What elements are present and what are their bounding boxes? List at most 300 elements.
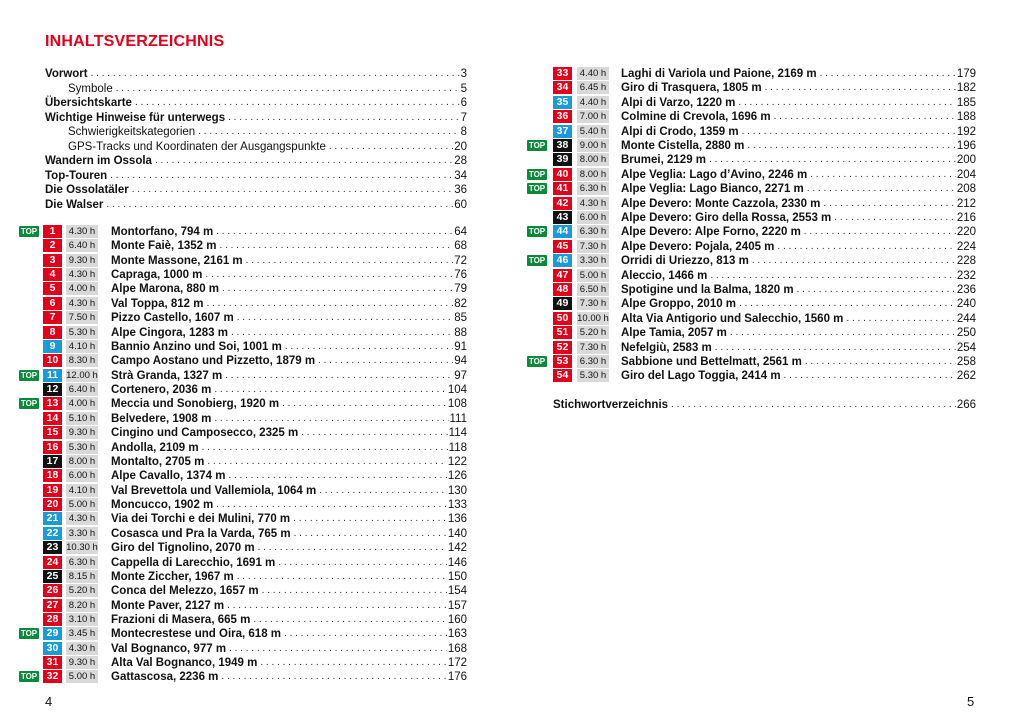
tour-number-badge: 32 bbox=[43, 670, 62, 683]
tour-name: Alpe Groppo, 2010 m bbox=[621, 298, 737, 311]
tour-name: Alta Via Antigorio und Salecchio, 1560 m bbox=[621, 312, 844, 325]
tour-page: 188 bbox=[956, 111, 976, 124]
tour-number-badge: 2 bbox=[43, 239, 62, 252]
tour-entry[interactable] bbox=[621, 283, 976, 297]
leader-dots bbox=[738, 96, 955, 110]
tour-entry[interactable] bbox=[621, 326, 976, 340]
toc-entry[interactable] bbox=[45, 67, 467, 81]
toc-entry[interactable] bbox=[45, 96, 467, 110]
tour-number-badge: 42 bbox=[553, 197, 572, 210]
tour-name: Montorfano, 794 m bbox=[111, 226, 214, 238]
leader-dots bbox=[262, 584, 447, 598]
duration-badge: 6.30 h bbox=[577, 225, 609, 238]
tour-number-badge: 13 bbox=[43, 397, 62, 410]
duration-badge: 4.30 h bbox=[66, 297, 98, 310]
tour-number-badge: 47 bbox=[553, 269, 572, 282]
duration-badge: 4.30 h bbox=[66, 268, 98, 281]
index-entry[interactable] bbox=[553, 398, 976, 412]
tour-entry[interactable] bbox=[111, 369, 467, 383]
tour-page: 79 bbox=[454, 283, 467, 296]
top-badge: TOP bbox=[528, 227, 546, 237]
tour-page: 182 bbox=[956, 82, 976, 95]
tour-name: Moncucco, 1902 m bbox=[111, 499, 214, 512]
duration-badge: 5.20 h bbox=[577, 326, 609, 339]
tour-page: 126 bbox=[447, 470, 467, 483]
tour-entry[interactable] bbox=[111, 311, 467, 325]
toc-label: Wichtige Hinweise für unterwegs bbox=[45, 111, 226, 124]
tour-entry[interactable] bbox=[621, 341, 976, 355]
top-badge: TOP bbox=[20, 629, 38, 639]
tour-name: Alpe Devero: Monte Cazzola, 2330 m bbox=[621, 197, 821, 210]
duration-badge: 5.20 h bbox=[66, 584, 98, 597]
toc-entry[interactable] bbox=[45, 169, 467, 183]
tour-entry[interactable] bbox=[621, 297, 976, 311]
duration-badge: 8.00 h bbox=[577, 153, 609, 166]
tour-number-badge: 53 bbox=[553, 355, 572, 368]
tour-page: 154 bbox=[447, 585, 467, 598]
duration-badge: 9.00 h bbox=[577, 139, 609, 152]
tour-entry[interactable] bbox=[111, 613, 467, 627]
tour-page: 254 bbox=[956, 341, 976, 354]
tour-number-badge: 1 bbox=[43, 225, 62, 238]
tour-entry[interactable] bbox=[621, 67, 976, 81]
leader-dots bbox=[285, 340, 453, 354]
toc-entry[interactable] bbox=[68, 140, 467, 154]
tour-name: Strà Granda, 1327 m bbox=[111, 369, 223, 382]
duration-badge: 8.00 h bbox=[66, 455, 98, 468]
tour-page: 82 bbox=[454, 297, 467, 310]
tour-page: 108 bbox=[447, 398, 467, 411]
page-number-right: 5 bbox=[967, 694, 975, 709]
tour-name: Alpe Veglia: Lago Bianco, 2271 m bbox=[621, 183, 804, 196]
leader-dots bbox=[797, 283, 956, 297]
tour-entry[interactable] bbox=[111, 282, 467, 296]
tour-page: 176 bbox=[447, 671, 467, 684]
tour-name: Giro del Tignolino, 2070 m bbox=[111, 542, 255, 555]
leader-dots bbox=[198, 125, 459, 139]
tour-number-badge: 54 bbox=[553, 369, 572, 382]
toc-label: Symbole bbox=[68, 82, 113, 95]
tour-entry[interactable] bbox=[111, 469, 467, 483]
duration-badge: 5.00 h bbox=[577, 269, 609, 282]
tour-page: 130 bbox=[447, 484, 467, 497]
tour-page: 192 bbox=[956, 125, 976, 138]
leader-dots bbox=[214, 383, 446, 397]
tour-entry[interactable] bbox=[111, 656, 467, 670]
leader-dots bbox=[219, 239, 453, 253]
tour-entry[interactable] bbox=[621, 168, 976, 182]
leader-dots bbox=[228, 469, 446, 483]
leader-dots bbox=[205, 268, 453, 282]
tour-page: 157 bbox=[447, 599, 467, 612]
tour-entry[interactable] bbox=[111, 599, 467, 613]
leader-dots bbox=[804, 225, 956, 239]
tour-entry[interactable] bbox=[111, 670, 467, 684]
tour-number-badge: 7 bbox=[43, 311, 62, 324]
tour-entry[interactable] bbox=[111, 584, 467, 598]
duration-badge: 7.50 h bbox=[66, 311, 98, 324]
leader-dots bbox=[237, 311, 453, 325]
top-badge: TOP bbox=[20, 399, 38, 409]
top-badge: TOP bbox=[528, 169, 546, 179]
tour-number-badge: 26 bbox=[43, 584, 62, 597]
tour-name: Bannio Anzino und Soi, 1001 m bbox=[111, 340, 282, 353]
tour-entry[interactable] bbox=[111, 239, 467, 253]
duration-badge: 9.30 h bbox=[66, 254, 98, 267]
tour-entry[interactable] bbox=[111, 498, 467, 512]
tour-page: 185 bbox=[956, 96, 976, 109]
leader-dots bbox=[319, 484, 447, 498]
tour-number-badge: 27 bbox=[43, 599, 62, 612]
tour-number-badge: 51 bbox=[553, 326, 572, 339]
duration-badge: 6.40 h bbox=[66, 383, 98, 396]
tour-entry[interactable] bbox=[111, 225, 467, 239]
leader-dots bbox=[823, 197, 955, 211]
leader-dots bbox=[739, 297, 956, 311]
tour-page: 64 bbox=[454, 226, 467, 238]
tour-page: 262 bbox=[956, 370, 976, 383]
tour-number-badge: 38 bbox=[553, 139, 572, 152]
top-badge: TOP bbox=[20, 227, 38, 236]
duration-badge: 4.10 h bbox=[66, 340, 98, 353]
tour-number-badge: 12 bbox=[43, 383, 62, 396]
tour-number-badge: 43 bbox=[553, 211, 572, 224]
tour-page: 168 bbox=[447, 642, 467, 655]
tour-name: Montecrestese und Oira, 618 m bbox=[111, 628, 282, 641]
leader-dots bbox=[284, 627, 447, 641]
tour-entry[interactable] bbox=[621, 254, 976, 268]
tour-page: 104 bbox=[447, 384, 467, 397]
leader-dots bbox=[318, 354, 453, 368]
tour-entry[interactable] bbox=[111, 268, 467, 282]
tour-name: Orridi di Uriezzo, 813 m bbox=[621, 255, 749, 268]
tour-page: 136 bbox=[447, 513, 467, 526]
tour-name: Pizzo Castello, 1607 m bbox=[111, 312, 234, 325]
leader-dots bbox=[834, 211, 956, 225]
leader-dots bbox=[225, 369, 453, 383]
tour-entry[interactable] bbox=[111, 397, 467, 411]
tour-number-badge: 6 bbox=[43, 297, 62, 310]
tour-entry[interactable] bbox=[621, 369, 976, 383]
toc-label: Vorwort bbox=[45, 68, 88, 80]
top-badge: TOP bbox=[528, 141, 546, 150]
tour-number-badge: 9 bbox=[43, 340, 62, 353]
tour-entry[interactable] bbox=[111, 441, 467, 455]
leader-dots bbox=[752, 254, 956, 268]
page-title: INHALTSVERZEICHNIS bbox=[45, 33, 225, 50]
top-badge: TOP bbox=[20, 370, 38, 380]
tour-name: Giro di Trasquera, 1805 m bbox=[621, 82, 762, 95]
leader-dots bbox=[774, 110, 956, 124]
duration-badge: 7.00 h bbox=[577, 110, 609, 123]
duration-badge: 5.30 h bbox=[66, 441, 98, 454]
leader-dots bbox=[810, 168, 956, 182]
duration-badge: 3.30 h bbox=[577, 254, 609, 267]
tour-name: Capraga, 1000 m bbox=[111, 269, 203, 282]
duration-badge: 6.50 h bbox=[577, 283, 609, 296]
toc-entry[interactable] bbox=[45, 154, 467, 168]
tour-number-badge: 34 bbox=[553, 81, 572, 94]
tour-page: 196 bbox=[956, 140, 976, 152]
tour-name: Belvedere, 1908 m bbox=[111, 412, 212, 425]
tour-entry[interactable] bbox=[111, 354, 467, 368]
tour-entry[interactable] bbox=[111, 254, 467, 268]
tour-entry[interactable] bbox=[111, 326, 467, 340]
tour-name: Alta Val Bognanco, 1949 m bbox=[111, 657, 258, 670]
duration-badge: 4.40 h bbox=[577, 96, 609, 109]
tour-name: Val Toppa, 812 m bbox=[111, 297, 204, 310]
tour-name: Sabbione und Bettelmatt, 2561 m bbox=[621, 356, 802, 368]
leader-dots bbox=[229, 642, 447, 656]
tour-number-badge: 29 bbox=[43, 627, 62, 640]
leader-dots bbox=[110, 169, 453, 183]
duration-badge: 6.00 h bbox=[577, 211, 609, 224]
tour-page: 179 bbox=[956, 68, 976, 80]
leader-dots bbox=[207, 455, 447, 469]
duration-badge: 4.00 h bbox=[66, 397, 98, 410]
tour-page: 133 bbox=[447, 499, 467, 512]
tour-name: Monte Massone, 2161 m bbox=[111, 254, 243, 267]
tour-name: Cappella di Larecchio, 1691 m bbox=[111, 556, 276, 569]
leader-dots bbox=[155, 154, 453, 168]
tour-page: 76 bbox=[454, 269, 467, 282]
tour-name: Cingino und Camposecco, 2325 m bbox=[111, 427, 299, 440]
duration-badge: 8.30 h bbox=[66, 354, 98, 367]
leader-dots bbox=[132, 183, 453, 197]
tour-entry[interactable] bbox=[621, 197, 976, 211]
leader-dots bbox=[258, 541, 447, 555]
leader-dots bbox=[805, 355, 956, 369]
tour-name: Giro del Lago Toggia, 2414 m bbox=[621, 370, 781, 383]
leader-dots bbox=[301, 426, 447, 440]
tour-entry[interactable] bbox=[621, 240, 976, 254]
tour-entry[interactable] bbox=[111, 340, 467, 354]
toc-entry[interactable] bbox=[45, 198, 467, 212]
tour-name: Brumei, 2129 m bbox=[621, 154, 707, 167]
duration-badge: 6.40 h bbox=[66, 239, 98, 252]
duration-badge: 4.10 h bbox=[66, 484, 98, 497]
toc-page: 8 bbox=[460, 126, 467, 138]
tour-name: Alpe Cingora, 1283 m bbox=[111, 326, 228, 339]
tour-number-badge: 18 bbox=[43, 469, 62, 482]
tour-page: 160 bbox=[447, 613, 467, 626]
tour-entry[interactable] bbox=[111, 512, 467, 526]
tour-entry[interactable] bbox=[111, 484, 467, 498]
tour-page: 212 bbox=[956, 197, 976, 210]
tour-number-badge: 14 bbox=[43, 412, 62, 425]
toc-entry[interactable] bbox=[45, 183, 467, 197]
leader-dots bbox=[730, 326, 956, 340]
toc-label: Die Ossolatäler bbox=[45, 184, 129, 196]
tour-entry[interactable] bbox=[621, 81, 976, 95]
toc-entry[interactable] bbox=[68, 82, 467, 96]
toc-label: Top-Touren bbox=[45, 169, 108, 182]
leader-dots bbox=[214, 412, 448, 426]
top-badge: TOP bbox=[528, 184, 546, 194]
top-badge: TOP bbox=[20, 672, 38, 682]
duration-badge: 8.00 h bbox=[577, 168, 609, 181]
duration-badge: 4.40 h bbox=[577, 67, 609, 80]
toc-page: 60 bbox=[454, 198, 467, 211]
tour-page: 118 bbox=[448, 441, 467, 454]
leader-dots bbox=[709, 153, 956, 167]
duration-badge: 7.30 h bbox=[577, 240, 609, 253]
leader-dots bbox=[253, 613, 446, 627]
leader-dots bbox=[765, 81, 956, 95]
tour-number-badge: 45 bbox=[553, 240, 572, 253]
duration-badge: 3.30 h bbox=[66, 527, 98, 540]
tour-number-badge: 22 bbox=[43, 527, 62, 540]
leader-dots bbox=[846, 312, 955, 326]
duration-badge: 7.30 h bbox=[577, 297, 609, 310]
tour-page: 97 bbox=[454, 369, 467, 382]
tour-number-badge: 17 bbox=[43, 455, 62, 468]
tour-page: 85 bbox=[454, 312, 467, 325]
toc-page: 36 bbox=[454, 184, 467, 196]
tour-entry[interactable] bbox=[621, 355, 976, 369]
tour-page: 220 bbox=[956, 226, 976, 239]
tour-page: 122 bbox=[447, 455, 467, 468]
leader-dots bbox=[216, 498, 447, 512]
right-page bbox=[510, 0, 1020, 727]
tour-name: Alpe Cavallo, 1374 m bbox=[111, 470, 226, 483]
tour-page: 216 bbox=[956, 212, 976, 224]
tour-name: Alpe Devero: Pojala, 2405 m bbox=[621, 240, 775, 253]
tour-number-badge: 30 bbox=[43, 642, 62, 655]
tour-entry[interactable] bbox=[621, 211, 976, 225]
leader-dots bbox=[671, 398, 956, 412]
tour-page: 142 bbox=[447, 542, 467, 555]
tour-entry[interactable] bbox=[111, 527, 467, 541]
tour-page: 114 bbox=[448, 427, 467, 440]
tour-entry[interactable] bbox=[621, 225, 976, 239]
leader-dots bbox=[260, 656, 446, 670]
leader-dots bbox=[202, 441, 448, 455]
tour-name: Cortenero, 2036 m bbox=[111, 384, 212, 397]
tour-entry[interactable] bbox=[621, 96, 976, 110]
leader-dots bbox=[237, 570, 447, 584]
tour-page: 111 bbox=[449, 412, 467, 425]
duration-badge: 8.15 h bbox=[66, 570, 98, 583]
leader-dots bbox=[777, 240, 955, 254]
duration-badge: 4.30 h bbox=[66, 642, 98, 655]
toc-entry[interactable] bbox=[45, 111, 467, 125]
top-badge: TOP bbox=[528, 357, 546, 366]
tour-page: 172 bbox=[447, 657, 467, 670]
tour-entry[interactable] bbox=[621, 269, 976, 283]
tour-number-badge: 52 bbox=[553, 341, 572, 354]
leader-dots bbox=[715, 341, 956, 355]
leader-dots bbox=[742, 125, 956, 139]
toc-label: Übersichtskarte bbox=[45, 97, 132, 109]
tour-page: 244 bbox=[956, 312, 976, 325]
duration-badge: 8.20 h bbox=[66, 599, 98, 612]
tour-number-badge: 37 bbox=[553, 125, 572, 138]
leader-dots bbox=[206, 297, 453, 311]
tour-entry[interactable] bbox=[621, 139, 976, 153]
tour-entry[interactable] bbox=[621, 125, 976, 139]
duration-badge: 10.00 h bbox=[577, 312, 609, 324]
tour-page: 146 bbox=[447, 556, 467, 569]
duration-badge: 4.30 h bbox=[577, 197, 609, 210]
tour-entry[interactable] bbox=[621, 110, 976, 124]
tour-number-badge: 16 bbox=[43, 441, 62, 454]
tour-page: 68 bbox=[454, 240, 467, 253]
page-number-left: 4 bbox=[45, 694, 53, 709]
leader-dots bbox=[228, 111, 460, 125]
duration-badge: 6.30 h bbox=[66, 556, 98, 569]
duration-badge: 5.30 h bbox=[66, 326, 98, 339]
tour-page: 224 bbox=[956, 240, 976, 253]
tour-page: 208 bbox=[956, 183, 976, 196]
tour-name: Frazioni di Masera, 665 m bbox=[111, 613, 251, 626]
tour-entry[interactable] bbox=[621, 312, 976, 326]
tour-entry[interactable] bbox=[111, 541, 467, 555]
tour-entry[interactable] bbox=[111, 570, 467, 584]
tour-name: Alpe Devero: Alpe Forno, 2220 m bbox=[621, 226, 801, 239]
duration-badge: 5.30 h bbox=[577, 369, 609, 382]
tour-entry[interactable] bbox=[111, 412, 467, 426]
tour-entry[interactable] bbox=[111, 455, 467, 469]
tour-page: 140 bbox=[447, 527, 467, 540]
tour-entry[interactable] bbox=[111, 556, 467, 570]
tour-name: Montalto, 2705 m bbox=[111, 455, 205, 468]
duration-badge: 4.00 h bbox=[66, 282, 98, 295]
leader-dots bbox=[216, 225, 453, 239]
tour-name: Val Bognanco, 977 m bbox=[111, 642, 227, 655]
leader-dots bbox=[91, 67, 460, 81]
leader-dots bbox=[135, 96, 460, 110]
toc-entry[interactable] bbox=[68, 125, 467, 139]
tour-entry[interactable] bbox=[111, 297, 467, 311]
leader-dots bbox=[282, 397, 447, 411]
tour-number-badge: 4 bbox=[43, 268, 62, 281]
leader-dots bbox=[278, 556, 447, 570]
duration-badge: 9.30 h bbox=[66, 656, 98, 669]
toc-page: 34 bbox=[454, 169, 467, 182]
toc-page: 6 bbox=[460, 97, 467, 109]
tour-entry[interactable] bbox=[621, 182, 976, 196]
tour-number-badge: 15 bbox=[43, 426, 62, 439]
tour-number-badge: 49 bbox=[553, 297, 572, 310]
tour-number-badge: 20 bbox=[43, 498, 62, 511]
toc-page: 20 bbox=[454, 140, 467, 153]
duration-badge: 3.10 h bbox=[66, 613, 98, 626]
index-page: 266 bbox=[956, 399, 976, 411]
tour-name: Colmine di Crevola, 1696 m bbox=[621, 111, 771, 124]
tour-entry[interactable] bbox=[111, 627, 467, 641]
tour-name: Monte Ziccher, 1967 m bbox=[111, 570, 234, 583]
tour-page: 150 bbox=[447, 570, 467, 583]
duration-badge: 6.30 h bbox=[577, 182, 609, 195]
top-badge: TOP bbox=[528, 256, 546, 266]
tour-name: Alpi di Varzo, 1220 m bbox=[621, 96, 736, 109]
tour-entry[interactable] bbox=[621, 153, 976, 167]
tour-number-badge: 31 bbox=[43, 656, 62, 669]
tour-name: Val Brevettola und Vallemiola, 1064 m bbox=[111, 484, 317, 497]
tour-name: Alpe Veglia: Lago d’Avino, 2246 m bbox=[621, 168, 808, 181]
tour-entry[interactable] bbox=[111, 383, 467, 397]
leader-dots bbox=[807, 182, 956, 196]
tour-name: Meccia und Sonobierg, 1920 m bbox=[111, 398, 280, 411]
tour-name: Andolla, 2109 m bbox=[111, 441, 199, 454]
tour-name: Alpe Devero: Giro della Rossa, 2553 m bbox=[621, 212, 832, 224]
tour-entry[interactable] bbox=[111, 642, 467, 656]
tour-entry[interactable] bbox=[111, 426, 467, 440]
toc-page: 3 bbox=[460, 68, 467, 80]
tour-page: 200 bbox=[956, 154, 976, 167]
duration-badge: 4.30 h bbox=[66, 512, 98, 525]
